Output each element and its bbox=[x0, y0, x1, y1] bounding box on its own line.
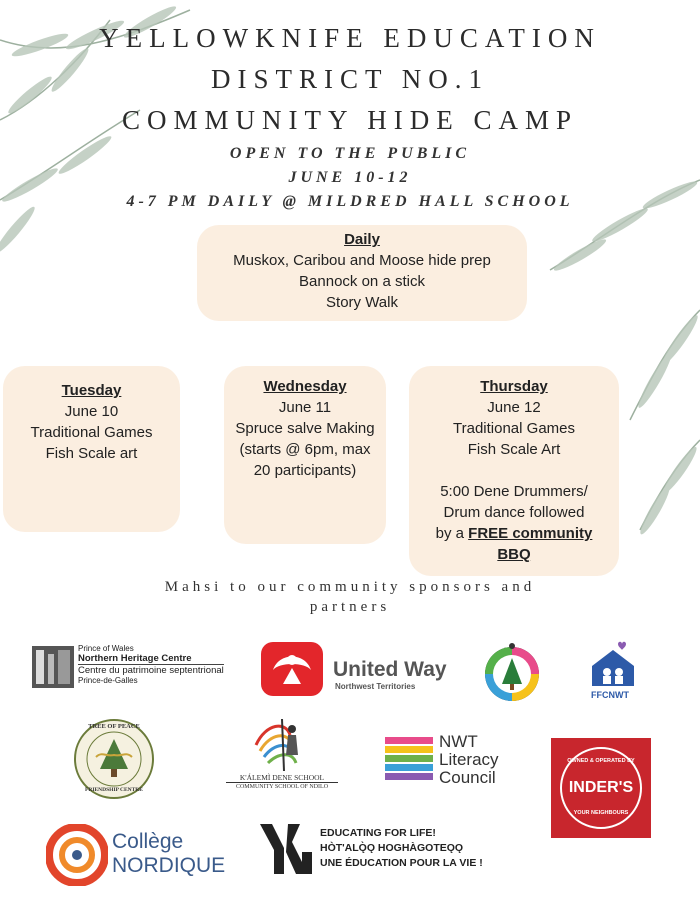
college-line-2: NORDIQUE bbox=[112, 854, 226, 877]
free-community-text: FREE community bbox=[468, 525, 593, 542]
yk1-line-1: EDUCATING FOR LIFE! bbox=[320, 827, 436, 839]
poster-title bbox=[0, 18, 700, 141]
literacy-stripes-icon bbox=[383, 735, 435, 787]
tree-of-peace-top: TREE OF PEACE bbox=[88, 723, 140, 730]
college-line-1: Collège bbox=[112, 830, 184, 853]
daily-box bbox=[197, 225, 527, 321]
college-nordique-logo bbox=[46, 822, 236, 888]
kalemi-line-2: COMMUNITY SCHOOL OF NDILO bbox=[235, 784, 329, 790]
ffcnwt-logo bbox=[588, 640, 638, 702]
sponsors-heading bbox=[0, 577, 700, 617]
subtitle-line-2: JUNE 10-12 bbox=[288, 169, 412, 186]
sponsors-heading-line-1: Mahsi to our community sponsors and bbox=[164, 579, 536, 595]
literacy-line-3: Council bbox=[439, 768, 496, 787]
kalemi-dene-school-logo bbox=[226, 715, 338, 793]
thursday-heading: Thursday bbox=[480, 378, 548, 395]
thursday-extra: 5:00 Dene Drummers/ bbox=[440, 483, 588, 500]
pwnhc-line-4: Prince-de-Galles bbox=[78, 676, 138, 685]
daily-item: Story Walk bbox=[326, 294, 398, 311]
literacy-line-2: Literacy bbox=[439, 750, 499, 769]
pwnhc-line-1: Prince of Wales bbox=[78, 644, 134, 653]
yk1-line-3: UNE ÉDUCATION POUR LA VIE ! bbox=[320, 857, 483, 869]
yk1-mark-icon bbox=[258, 822, 314, 876]
ffcnwt-text: FFCNWT bbox=[591, 690, 629, 700]
subtitle-line-1: OPEN TO THE PUBLIC bbox=[229, 145, 471, 162]
pwnhc-line-3: Centre du patrimoine septentrional bbox=[78, 665, 224, 676]
thursday-extra-prefix: by a bbox=[435, 525, 469, 542]
thursday-extra-bbq bbox=[409, 523, 619, 544]
yk1-logo bbox=[258, 822, 518, 878]
united-way-hand-icon bbox=[259, 640, 325, 698]
inders-logo bbox=[551, 738, 651, 838]
yk1-line-2: HÒT'ALǪ̀Ǫ HOGHÀGOTEǪǪ bbox=[320, 842, 464, 854]
wednesday-heading: Wednesday bbox=[263, 378, 347, 395]
wednesday-date: June 11 bbox=[278, 399, 332, 416]
daily-item: Muskox, Caribou and Moose hide prep bbox=[233, 252, 491, 269]
pwnhc-logo bbox=[30, 640, 245, 692]
tree-circle-logo bbox=[482, 642, 542, 704]
title-line-1: YELLOWKNIFE EDUCATION bbox=[99, 23, 601, 53]
nwt-literacy-council-logo bbox=[383, 733, 513, 789]
thursday-extra: Drum dance followed bbox=[443, 504, 585, 521]
kalemi-line-1: K'ÁLEMÌ DENE SCHOOL bbox=[226, 773, 338, 783]
united-way-logo bbox=[259, 640, 449, 700]
inders-top: OWNED & OPERATED BY bbox=[567, 758, 635, 764]
daily-item: Bannock on a stick bbox=[299, 273, 425, 290]
title-line-3: COMMUNITY HIDE CAMP bbox=[121, 105, 578, 135]
literacy-line-1: NWT bbox=[439, 732, 478, 751]
sponsors-heading-line-2: partners bbox=[309, 599, 391, 615]
wednesday-item: 20 participants) bbox=[253, 462, 357, 479]
house-heart-icon bbox=[588, 640, 638, 688]
subtitle-line-3: 4-7 PM DAILY @ MILDRED HALL SCHOOL bbox=[126, 193, 574, 210]
united-way-name: United Way bbox=[333, 658, 447, 681]
inders-name: INDER'S bbox=[568, 779, 634, 796]
bbq-text: BBQ bbox=[497, 546, 531, 563]
tree-of-peace-logo bbox=[72, 717, 156, 801]
tuesday-item: Traditional Games bbox=[30, 424, 153, 441]
wednesday-box bbox=[224, 366, 386, 544]
united-way-sub: Northwest Territories bbox=[335, 682, 416, 691]
pwnhc-line-2: Northern Heritage Centre bbox=[78, 653, 192, 664]
college-swirl-icon bbox=[46, 824, 108, 886]
thursday-date: June 12 bbox=[487, 399, 541, 416]
title-line-2: DISTRICT NO.1 bbox=[210, 64, 489, 94]
wednesday-item: (starts @ 6pm, max bbox=[239, 441, 371, 458]
daily-heading: Daily bbox=[344, 231, 380, 248]
tuesday-box bbox=[3, 366, 180, 532]
tuesday-item: Fish Scale art bbox=[45, 445, 138, 462]
tree-of-peace-bottom: FRIENDSHIP CENTRE bbox=[85, 787, 143, 793]
thursday-box bbox=[409, 366, 619, 576]
kalemi-emblem-icon bbox=[226, 715, 338, 773]
tuesday-heading: Tuesday bbox=[61, 382, 122, 399]
thursday-item: Fish Scale Art bbox=[467, 441, 561, 458]
wednesday-item: Spruce salve Making bbox=[235, 420, 375, 437]
tuesday-date: June 10 bbox=[64, 403, 119, 420]
thursday-item: Traditional Games bbox=[453, 420, 575, 437]
event-details bbox=[0, 142, 700, 214]
inders-bottom: YOUR NEIGHBOURS bbox=[573, 810, 629, 816]
building-icon bbox=[30, 640, 76, 690]
